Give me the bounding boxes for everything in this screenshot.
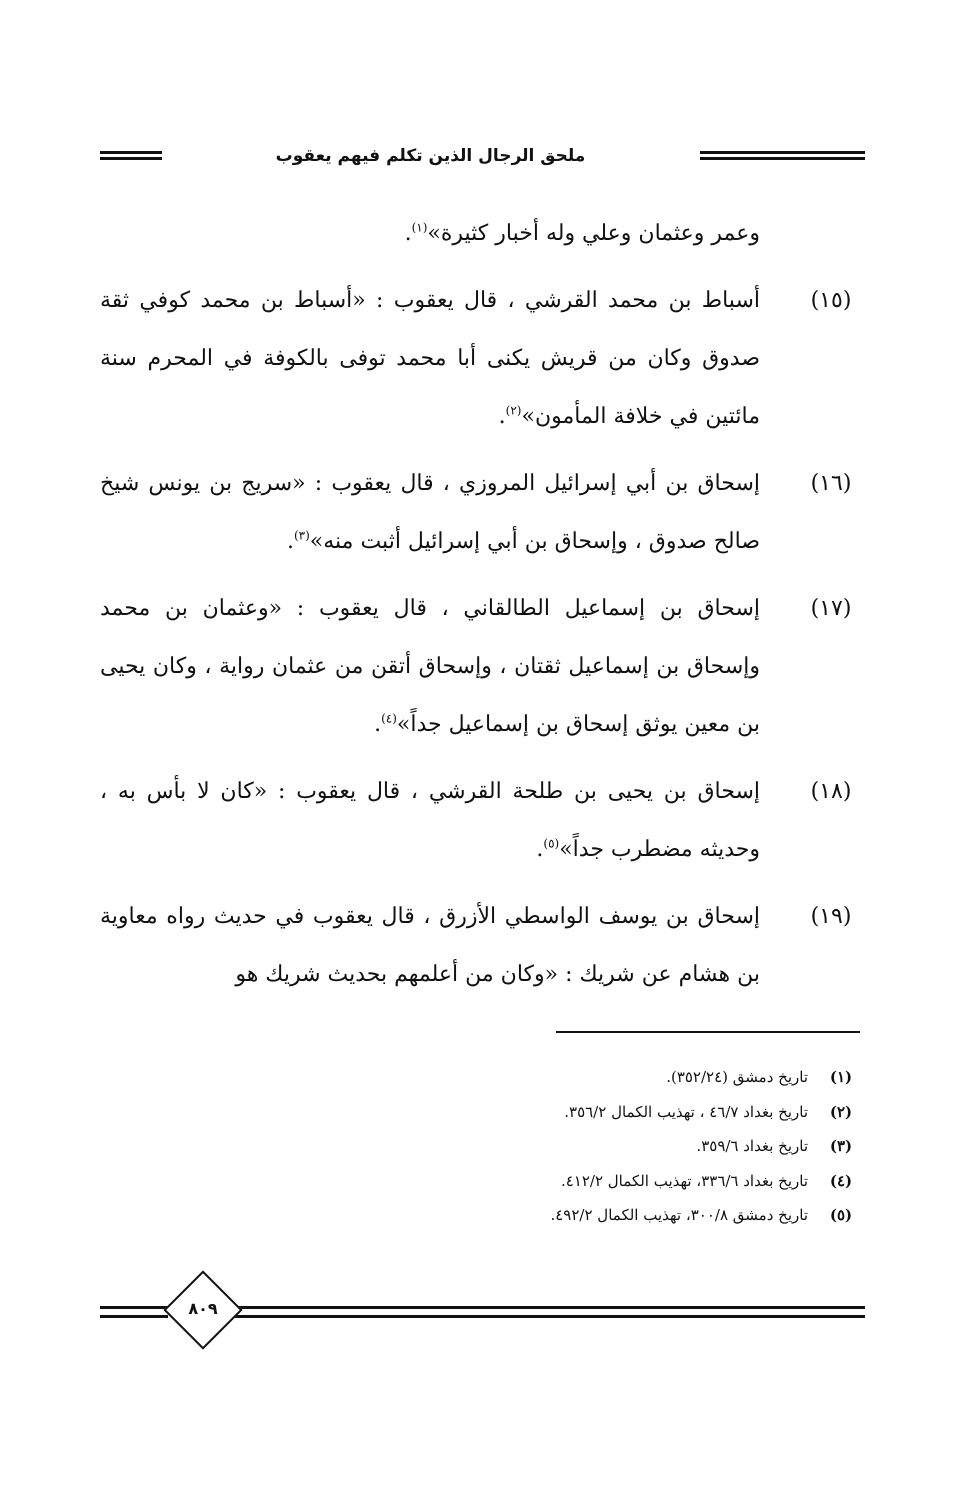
entry-text: إسحاق بن يوسف الواسطي الأزرق ، قال يعقوب في حديث رواه معاوية بن هشام عن شريك : «وكان من أعلمهم بحديث شريك هو: [100, 904, 760, 987]
footnote-ref: (٤): [381, 711, 397, 726]
footnote-number: (٤): [829, 1171, 853, 1190]
footnote-text: تاريخ بغداد ٣٣٦/٦، تهذيب الكمال ٤١٢/٢.: [560, 1171, 808, 1190]
footnote-number: (٢): [829, 1102, 853, 1121]
footnote-ref: (٣): [293, 528, 310, 543]
main-text: [100, 205, 865, 1004]
entry-text: إسحاق بن أبي إسرائيل المروزي ، قال يعقوب : «سريج بن يونس شيخ صالح صدوق ، وإسحاق بن أبي إسرائيل أثبت منه»: [100, 471, 760, 554]
paragraph-end: .: [404, 221, 412, 246]
paragraph-end: .: [536, 837, 544, 862]
running-header: [100, 142, 865, 172]
footer-rule-left: [100, 1306, 168, 1318]
page-footer: [100, 1275, 865, 1355]
entry-number: (١٧): [810, 596, 852, 621]
entry-18: [100, 763, 865, 879]
paragraph-end: .: [374, 712, 382, 737]
continuation-text: وعمر وعثمان وعلي وله أخبار كثيرة»: [427, 221, 760, 246]
paragraph-end: .: [286, 529, 294, 554]
entry-number: (١٦): [810, 471, 852, 496]
footnote-ref: (١): [411, 220, 428, 235]
footnote-number: (٣): [829, 1137, 853, 1155]
entry-number: (١٨): [810, 779, 852, 804]
entry-16: [100, 455, 865, 571]
footnote-4: [262, 1164, 862, 1199]
footnote-3: [262, 1129, 862, 1164]
footnote-text: تاريخ دمشق ٣٠٠/٨، تهذيب الكمال ٤٩٢/٢.: [550, 1206, 808, 1224]
header-rule-left: [100, 151, 162, 160]
entry-text: أسباط بن محمد القرشي ، قال يعقوب : «أسباط بن محمد كوفي ثقة صدوق وكان من قريش يكنى أبا محمد توفى بالكوفة في المحرم سنة مائتين في خلافة المأمون»: [100, 288, 760, 429]
entry-text: إسحاق بن يحيى بن طلحة القرشي ، قال يعقوب : «كان لا بأس به ، وحديثه مضطرب جداً»: [100, 779, 760, 862]
entry-text: إسحاق بن إسماعيل الطالقاني ، قال يعقوب : «وعثمان بن محمد وإسحاق بن إسماعيل ثقتان ، وإسحاق أتقن من عثمان رواية ، وكان يحيى بن معين يوثق إسحاق بن إسماعيل جداً»: [100, 596, 760, 737]
footnote-text: تاريخ دمشق (٣٥٢/٢٤).: [666, 1068, 808, 1086]
running-header-title: ملحق الرجال الذين تكلم فيهم يعقوب: [275, 146, 586, 166]
entry-17: [100, 580, 865, 754]
footnote-number: (٥): [829, 1206, 853, 1224]
continuation-paragraph: [100, 205, 865, 263]
footnotes: [262, 1060, 862, 1233]
entry-15: [100, 272, 865, 446]
footnote-text: تاريخ بغداد ٣٥٩/٦.: [696, 1137, 808, 1155]
footnote-ref: (٢): [505, 403, 522, 418]
entry-number: (١٩): [810, 904, 852, 929]
footnote-5: [262, 1198, 862, 1233]
footnote-ref: (٥): [543, 836, 560, 851]
footnote-separator: [556, 1031, 860, 1033]
paragraph-end: .: [498, 404, 506, 429]
page-number: ٨٠٩: [188, 1299, 218, 1318]
header-rule-right: [700, 151, 865, 160]
entry-number: (١٥): [810, 288, 852, 313]
entry-19: [100, 888, 865, 1004]
footnote-number: (١): [829, 1068, 853, 1086]
footnote-1: [262, 1060, 862, 1095]
footnote-text: تاريخ بغداد ٤٦/٧ ، تهذيب الكمال ٣٥٦/٢.: [564, 1102, 808, 1121]
footnote-2: [262, 1095, 862, 1130]
footer-rule-right: [230, 1306, 865, 1318]
